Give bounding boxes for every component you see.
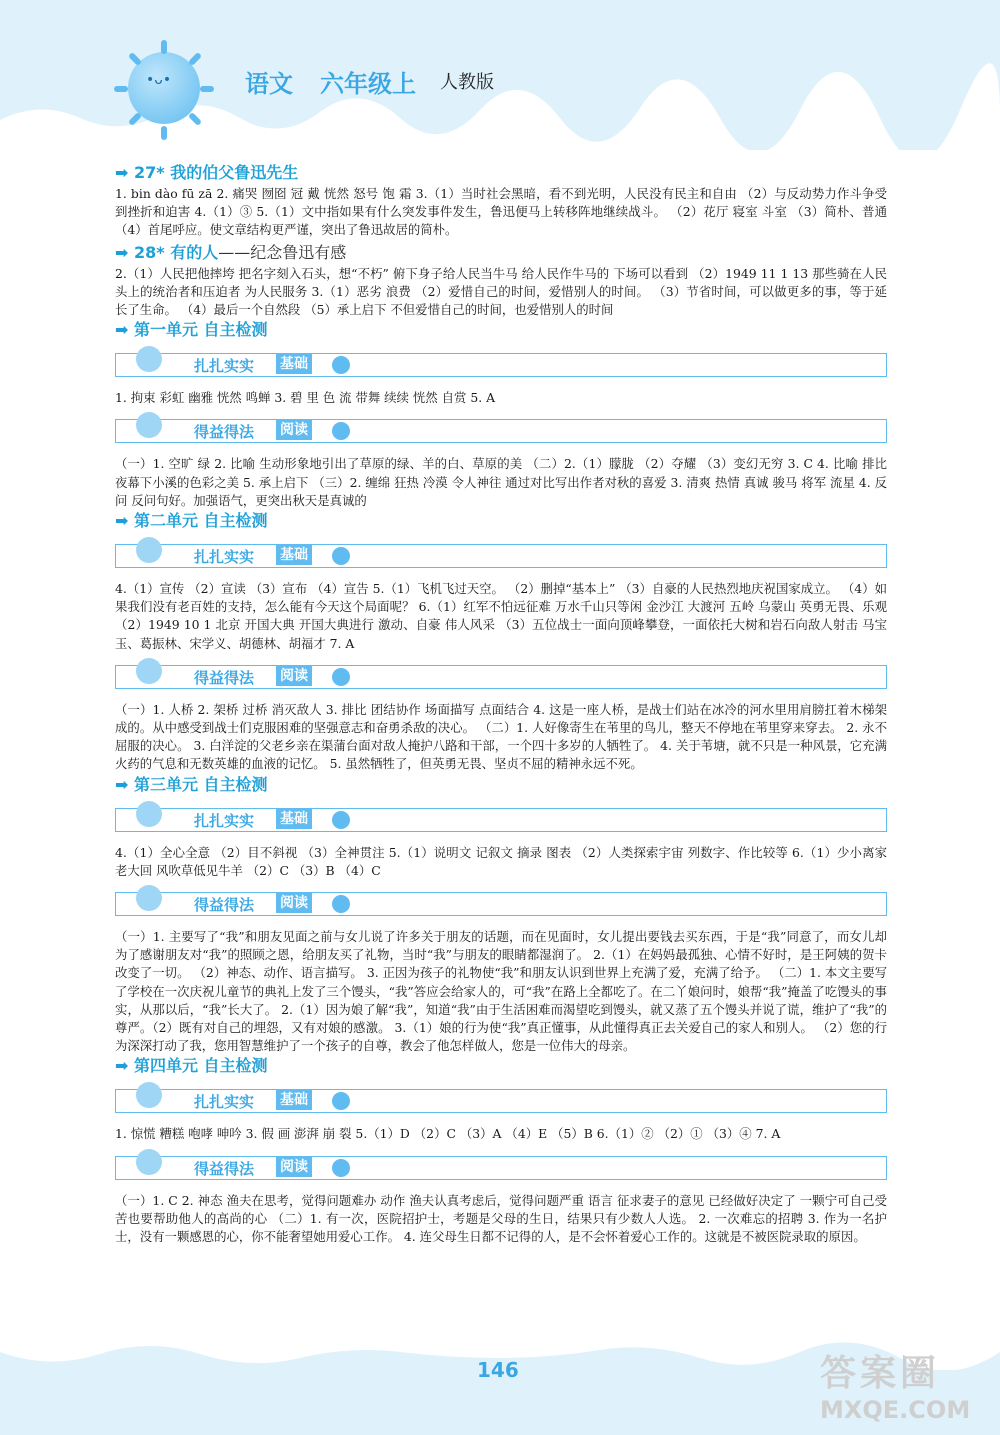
subject-title: 语文 bbox=[245, 70, 293, 98]
bubble-icon bbox=[332, 422, 350, 440]
sun-ray-icon bbox=[161, 126, 167, 140]
unit-heading: ➡ 第一单元 自主检测 bbox=[115, 320, 268, 340]
section-bar bbox=[115, 1156, 887, 1180]
bubble-icon bbox=[136, 1082, 162, 1108]
section-label: 扎扎实实 bbox=[194, 1093, 255, 1112]
section-bar bbox=[115, 353, 887, 377]
section-label: 得益得法 bbox=[194, 896, 255, 915]
answer-paragraph: 1. 惊慌 糟糕 咆哮 呻吟 3. 假 画 澎湃 崩 裂 5.（1）D （2）C （3）A （4）E （5）B 6.（1）② （2）① （3）④ 7. A bbox=[115, 1126, 781, 1142]
answer-paragraph: 2.（1）人民把他摔垮 把名字刻入石头，想“不朽” 俯下身子给人民当牛马 给人民作牛马的 下场可以看到 （2）1949 11 1 13 那些骑在人民头上的统治者和压迫者 为人民服务 3.（1）恶劣 浪费 （2）爱惜自己的时间，爱惜别人的时间。 （3）节省时间，可以做更多的事，等于延长了生命。 （4）最后一个自然段 （5）承上启下 不但爱惜自己的时间，也爱惜别人的时间 bbox=[115, 265, 887, 318]
section-tag: 基础 bbox=[276, 1090, 312, 1110]
answer-paragraph: （一）1. 人桥 2. 架桥 过桥 消灭敌人 3. 排比 团结协作 场面描写 点面结合 4. 这是一座人桥，是战士们站在冰冷的河水里用肩膀扛着木梯架成的。从中感受到战士们克服困难的坚强意志和奋勇杀敌的决心。 （二）1. 人好像寄生在苇里的鸟儿，整天不停地在苇里穿来穿去。 2. 永不屈服的决心。 3. 白洋淀的父老乡亲在渠蒲台面对敌人掩护八路和干部，一个四十多岁的人牺牲了。 4. 关于苇塘，就不只是一种风景，它充满火药的气息和无数英雄的血液的记忆。 5. 虽然牺牲了，但英勇无畏、坚贞不屈的精神永远不死。 bbox=[115, 701, 887, 772]
section-label: 得益得法 bbox=[194, 1159, 255, 1178]
lesson-heading: ➡ 27* 我的伯父鲁迅先生 bbox=[115, 163, 299, 182]
section-bar bbox=[115, 665, 887, 689]
section-label: 得益得法 bbox=[194, 423, 255, 442]
page-number: 146 bbox=[477, 1358, 519, 1382]
section-bar bbox=[115, 892, 887, 916]
edition-label: 人教版 bbox=[440, 72, 494, 93]
bubble-icon bbox=[136, 537, 162, 563]
section-bar bbox=[115, 808, 887, 832]
page-header bbox=[0, 0, 1000, 150]
section-tag: 基础 bbox=[276, 545, 312, 565]
answer-paragraph: （一）1. C 2. 神态 渔夫在思考，觉得问题难办 动作 渔夫认真考虑后，觉得问题严重 语言 征求妻子的意见 已经做好决定了 一颗宁可自己受苦也要帮助他人的高尚的心 （二）1. 有一次，医院招护士，考题是父母的生日，结果只有少数人人选。 2. 一次难忘的招聘 3. 作为一名护士，没有一颗感恩的心，你不能奢望她用爱心工作。 4. 连父母生日都不记得的人，是不会怀着爱心工作的。这就是不被医院录取的原因。 bbox=[115, 1192, 887, 1245]
sun-ray-icon bbox=[161, 40, 167, 54]
bubble-icon bbox=[136, 885, 162, 911]
section-label: 扎扎实实 bbox=[194, 811, 255, 830]
bubble-icon bbox=[332, 895, 350, 913]
bubble-icon bbox=[332, 547, 350, 565]
lesson-number: 28 bbox=[133, 242, 157, 262]
section-bar bbox=[115, 1089, 887, 1113]
unit-heading: ➡ 第三单元 自主检测 bbox=[115, 774, 268, 794]
section-tag: 基础 bbox=[276, 354, 312, 374]
answer-content bbox=[115, 160, 887, 1246]
grade-title: 六年级上 bbox=[320, 70, 416, 98]
unit-title: 第二单元 自主检测 bbox=[133, 511, 268, 531]
answer-paragraph: （一）1. 空旷 绿 2. 比喻 生动形象地引出了草原的绿、羊的白、草原的美 （二）2.（1）朦胧 （2）夺耀 （3）变幻无穷 3. C 4. 比喻 排比 夜幕下小溪的色彩之美 5. 承上启下 （三）2. 缠绵 狂热 冷漠 令人神往 通过对比写出作者对秋的喜爱 3. 清爽 热情 真诚 骏马 将军 流星 4. 反问 反问句好。加强语气，更突出秋天是真诚的 bbox=[115, 456, 887, 508]
answer-paragraph: 1. bin dào fū zā 2. 痛哭 囫囵 冠 戴 恍然 怒号 饱 霜 3.（1）当时社会黑暗，看不到光明，人民没有民主和自由 （2）与反动势力作斗争受到挫折和迫害 4.（1）③ 5.（1）文中指如果有什么突发事件发生，鲁迅便马上转移阵地继续战斗。 （2）花厅 寝室 斗室 （3）简朴、普通 （4）首尾呼应。使文章结构更严谨，突出了鲁迅故居的简朴。 bbox=[115, 186, 887, 238]
section-label: 扎扎实实 bbox=[194, 548, 255, 567]
unit-title: 第三单元 自主检测 bbox=[133, 774, 268, 794]
bubble-icon bbox=[136, 801, 162, 827]
bubble-icon bbox=[136, 658, 162, 684]
lesson-title: 我的伯父鲁迅先生 bbox=[170, 163, 299, 182]
unit-title: 第一单元 自主检测 bbox=[133, 320, 268, 340]
watermark-logo: 答案圈 bbox=[820, 1353, 941, 1394]
answer-paragraph: 4.（1）全心全意 （2）目不斜视 （3）全神贯注 5.（1）说明文 记叙文 摘录 图表 （2）人类探索宇宙 列数字、作比较等 6.（1）少小离家老大回 风吹草低见牛羊 （2）C （3）B （4）C bbox=[115, 844, 887, 878]
unit-heading: ➡ 第二单元 自主检测 bbox=[115, 511, 268, 531]
section-tag: 基础 bbox=[276, 809, 312, 829]
answer-paragraph: （一）1. 主要写了“我”和朋友见面之前与女儿说了许多关于朋友的话题，而在见面时，女儿提出要钱去买东西，于是“我”同意了，而女儿却为了感谢朋友对“我”的照顾之恩，给朋友买了礼物，当时“我”与朋友的眼睛都湿润了。 2.（1）在妈妈最孤独、心情不好时，是王阿姨的贺卡改变了一切。 （2）神态、动作、语言描写。 3. 正因为孩子的礼物使“我”和朋友认识到世界上充满了爱，充满了给予。 （二）1. 本文主要写了学校在一次庆祝儿童节的典礼上发了三个馒头，“我”答应会给家人的，可“我”在路上全都吃了。在二丫娘问时，娘帮“我”掩盖了吃馒头的事实，从那以后，“我”长大了。 2.（1）因为娘了解“我”，知道“我”由于生活困难而渴望吃到馒头，就又蒸了五个馒头并说了谎，维护了“我”的尊严。（2）既有对自己的埋怨，又有对娘的感激。 3.（1）娘的行为使“我”真正懂事，从此懂得真正去关爱自己的家人和别人。 （2）您的行为深深打动了我，您用智慧维护了一个孩子的自尊，教会了他怎样做人，您是一位伟大的母亲。 bbox=[115, 929, 887, 1054]
lesson-number: 27 bbox=[133, 163, 157, 182]
lesson-subtitle: ——纪念鲁迅有感 bbox=[218, 242, 347, 262]
bubble-icon bbox=[332, 668, 350, 686]
bubble-icon bbox=[332, 1159, 350, 1177]
sun-icon: •ᴗ• bbox=[128, 52, 200, 124]
section-label: 扎扎实实 bbox=[194, 357, 255, 376]
bubble-icon bbox=[332, 811, 350, 829]
bubble-icon bbox=[332, 1092, 350, 1110]
bubble-icon bbox=[136, 412, 162, 438]
watermark-url: MXQE.COM bbox=[820, 1396, 971, 1424]
section-label: 得益得法 bbox=[194, 668, 255, 687]
sun-ray-icon bbox=[200, 86, 214, 92]
bubble-icon bbox=[136, 346, 162, 372]
section-tag: 阅读 bbox=[276, 666, 312, 686]
lesson-heading: ➡ 28* 有的人——纪念鲁迅有感 bbox=[115, 242, 347, 262]
section-tag: 阅读 bbox=[276, 893, 312, 913]
lesson-title: 有的人 bbox=[170, 242, 219, 262]
section-tag: 阅读 bbox=[276, 420, 312, 440]
answer-paragraph: 4.（1）宣传 （2）宣读 （3）宣布 （4）宣告 5.（1）飞机飞过天空。 （2）删掉“基本上” （3）自豪的人民热烈地庆祝国家成立。 （4）如果我们没有老百姓的支持，怎么能有今天这个局面呢？ 6.（1）红军不怕远征难 万水千山只等闲 金沙江 大渡河 五岭 乌蒙山 英勇无畏、乐观 （2）1949 10 1 北京 开国大典 开国大典进行 激动、自豪 伟人风采 （3）五位战士一面向顶峰攀登，一面依托大树和岩石向敌人射击 马宝玉、葛振林、宋学义、胡德林、胡福才 7. A bbox=[115, 581, 887, 651]
section-bar bbox=[115, 544, 887, 568]
sun-ray-icon bbox=[114, 86, 128, 92]
unit-title: 第四单元 自主检测 bbox=[133, 1056, 268, 1076]
answer-paragraph: 1. 拘束 彩虹 幽雅 恍然 鸣蝉 3. 碧 里 色 流 带舞 续续 恍然 自赏 5. A bbox=[115, 390, 496, 406]
bubble-icon bbox=[332, 356, 350, 374]
section-tag: 阅读 bbox=[276, 1157, 312, 1177]
section-bar bbox=[115, 419, 887, 443]
bubble-icon bbox=[136, 1149, 162, 1175]
unit-heading: ➡ 第四单元 自主检测 bbox=[115, 1056, 268, 1076]
